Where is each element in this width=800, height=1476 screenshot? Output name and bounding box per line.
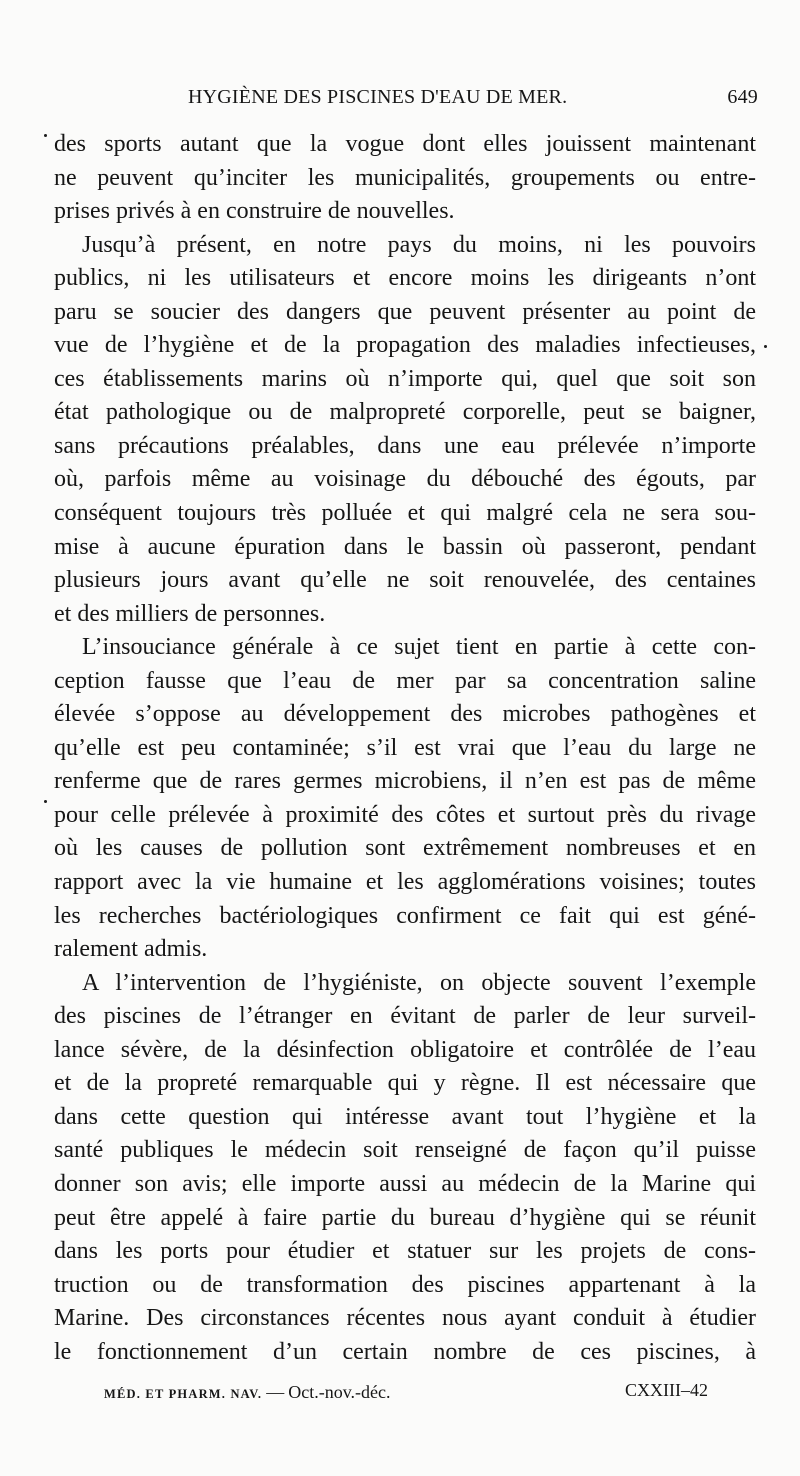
text-line: élevée s’oppose au développement des microbes pathogènes et bbox=[54, 701, 756, 728]
text-line: publics, ni les utilisateurs et encore moins les dirigeants n’ont bbox=[54, 265, 756, 292]
text-line: qu’elle est peu contaminée; s’il est vrai que l’eau du large ne bbox=[54, 734, 756, 761]
text-line: ne peuvent qu’inciter les municipalités, groupements ou entre- bbox=[54, 164, 756, 191]
text-line: A l’intervention de l’hygiéniste, on objecte souvent l’exemple bbox=[82, 969, 756, 996]
text-line: ces établissements marins où n’importe qui, quel que soit son bbox=[54, 365, 756, 392]
running-title: HYGIÈNE DES PISCINES D'EAU DE MER. bbox=[188, 86, 568, 108]
text-line: dans les ports pour étudier et statuer sur les projets de cons- bbox=[54, 1238, 756, 1265]
text-line: donner son avis; elle importe aussi au médecin de la Marine qui bbox=[54, 1170, 756, 1197]
issue-period: Oct.-nov.-déc. bbox=[288, 1382, 391, 1402]
text-line: les recherches bactériologiques confirment ce fait qui est géné- bbox=[54, 902, 756, 929]
text-line: où les causes de pollution sont extrêmement nombreuses et en bbox=[54, 835, 756, 862]
text-line: des sports autant que la vogue dont elles jouissent maintenant bbox=[54, 131, 756, 157]
text-line: renferme que de rares germes microbiens, il n’en est pas de même bbox=[54, 768, 756, 795]
text-line: vue de l’hygiène et de la propagation des maladies infectieuses, bbox=[54, 332, 756, 359]
print-speck bbox=[764, 345, 767, 348]
text-line: état pathologique ou de malpropreté corporelle, peut se baigner, bbox=[54, 399, 756, 426]
text-line: et des milliers de personnes. bbox=[54, 600, 326, 627]
text-line: ralement admis. bbox=[54, 936, 208, 963]
journal-abbreviation: MÉD. ET PHARM. NAV. bbox=[104, 1387, 263, 1401]
text-line: Jusqu’à présent, en notre pays du moins, ni les pouvoirs bbox=[82, 231, 756, 258]
text-line: où, parfois même au voisinage du débouché des égouts, par bbox=[54, 466, 756, 493]
page-number: 649 bbox=[727, 86, 758, 108]
paragraph bbox=[54, 967, 756, 1370]
text-line: et de la propreté remarquable qui y règne. Il est nécessaire que bbox=[54, 1070, 756, 1097]
running-head bbox=[188, 86, 758, 116]
paragraph bbox=[54, 631, 756, 966]
text-line: plusieurs jours avant qu’elle ne soit renouvelée, des centaines bbox=[54, 567, 756, 594]
paragraph bbox=[54, 229, 756, 632]
signature-mark: CXXIII–42 bbox=[625, 1380, 708, 1400]
text-line: paru se soucier des dangers que peuvent présenter au point de bbox=[54, 298, 756, 325]
text-line: santé publiques le médecin soit renseigné de façon qu’il puisse bbox=[54, 1137, 756, 1164]
text-line: conséquent toujours très polluée et qui malgré cela ne sera sou- bbox=[54, 500, 756, 527]
text-line: des piscines de l’étranger en évitant de parler de leur surveil- bbox=[54, 1003, 756, 1030]
footer-citation bbox=[104, 1382, 391, 1403]
text-line: prises privés à en construire de nouvelles. bbox=[54, 198, 455, 225]
text-line: ception fausse que l’eau de mer par sa concentration saline bbox=[54, 667, 756, 694]
text-line: peut être appelé à faire partie du bureau d’hygiène qui se réunit bbox=[54, 1204, 756, 1231]
text-line: lance sévère, de la désinfection obligatoire et contrôlée de l’eau bbox=[54, 1036, 756, 1063]
text-line: mise à aucune épuration dans le bassin où passeront, pendant bbox=[54, 533, 756, 560]
text-line: dans cette question qui intéresse avant tout l’hygiène et la bbox=[54, 1103, 756, 1130]
text-line: sans précautions préalables, dans une eau prélevée n’importe bbox=[54, 432, 756, 459]
print-speck bbox=[44, 800, 47, 803]
text-line: rapport avec la vie humaine et les agglomérations voisines; toutes bbox=[54, 869, 756, 896]
text-line: truction ou de transformation des piscines appartenant à la bbox=[54, 1271, 756, 1298]
body-text bbox=[54, 128, 756, 1369]
text-line: le fonctionnement d’un certain nombre de ces piscines, à bbox=[54, 1338, 756, 1365]
footer-dash: — bbox=[266, 1382, 285, 1402]
text-line: L’insouciance générale à ce sujet tient en partie à cette con- bbox=[82, 634, 756, 661]
text-line: pour celle prélevée à proximité des côtes et surtout près du rivage bbox=[54, 801, 756, 828]
print-speck bbox=[44, 134, 47, 137]
paragraph bbox=[54, 128, 756, 229]
text-line: Marine. Des circonstances récentes nous ayant conduit à étudier bbox=[54, 1305, 756, 1332]
page-footer bbox=[104, 1380, 708, 1406]
